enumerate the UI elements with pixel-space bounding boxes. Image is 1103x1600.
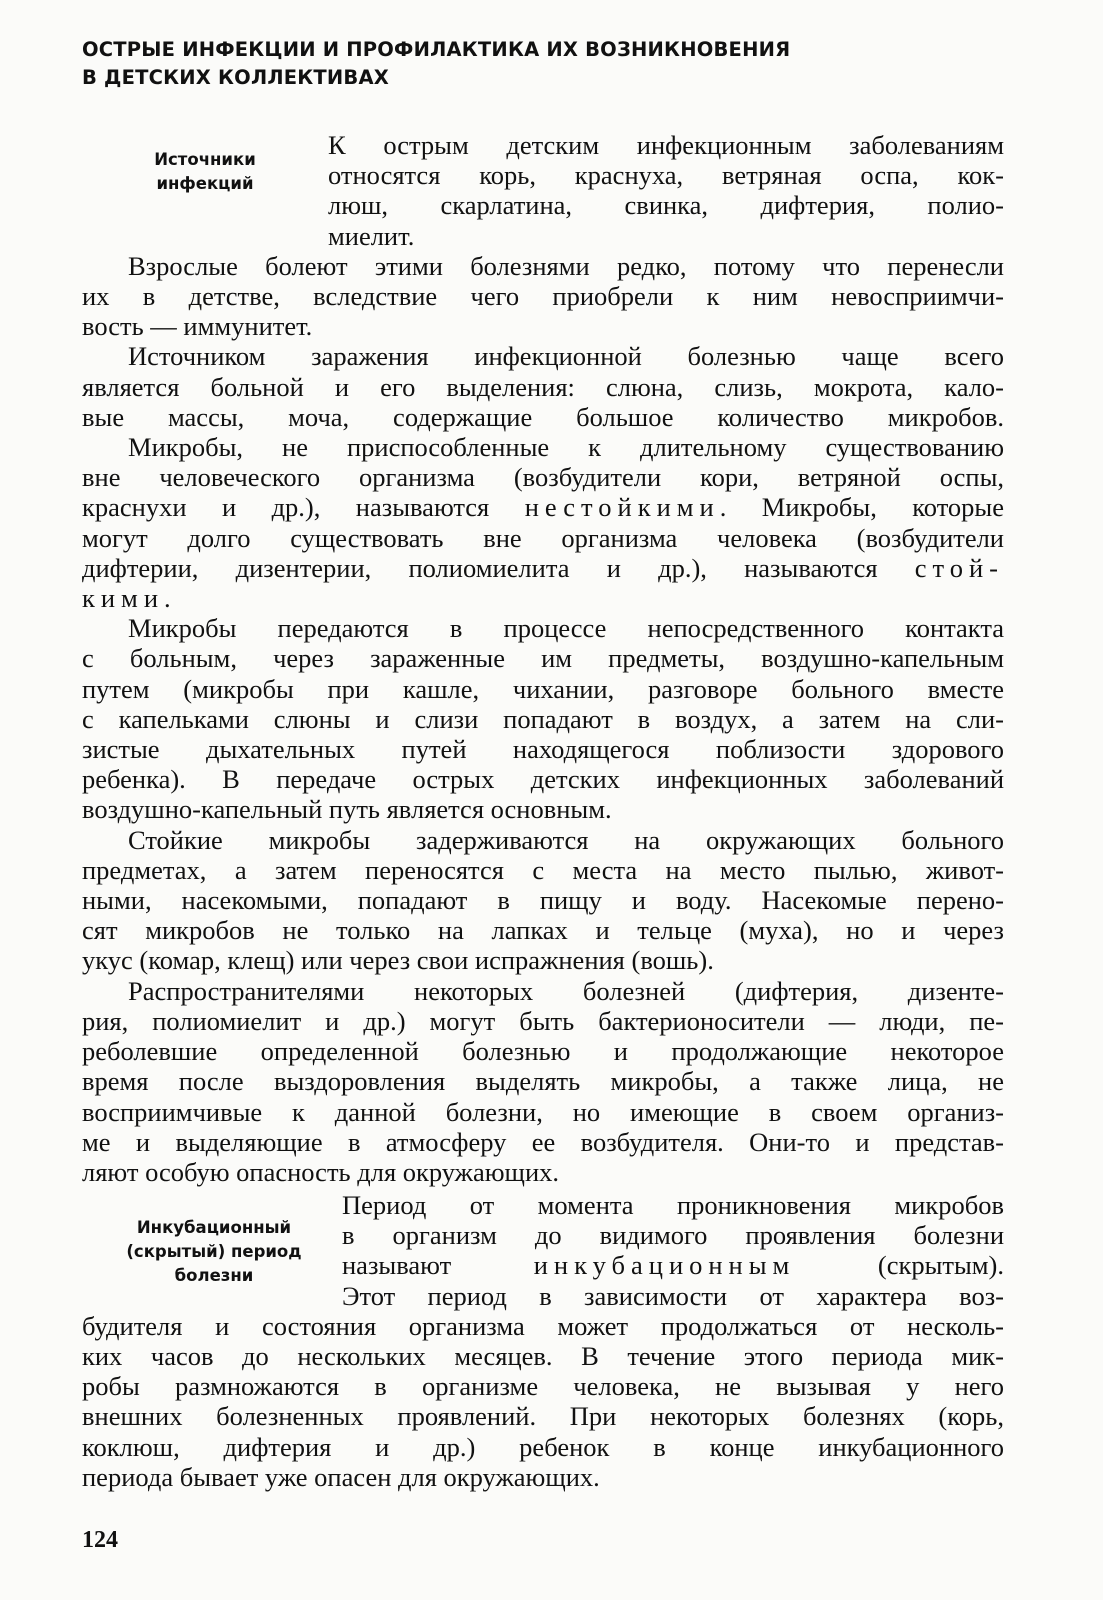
sidenote-line: болезни bbox=[174, 1266, 254, 1285]
text-line: с капельками слюны и слизи попадают в воздух, а затем на сли- bbox=[82, 703, 1004, 734]
heading-line: ОСТРЫЕ ИНФЕКЦИИ И ПРОФИЛАКТИКА ИХ ВОЗНИКНОВЕНИЯ bbox=[82, 38, 791, 61]
text-line: вые массы, моча, содержащие большое количество микробов. bbox=[82, 401, 1004, 432]
text-line bbox=[82, 1250, 1004, 1280]
text-line: ребенка). В передаче острых детских инфекционных заболеваний bbox=[82, 764, 1004, 795]
text-line: могут долго существовать вне организма человека (возбудители bbox=[82, 522, 1004, 553]
text-line: Распространителями некоторых болезней (дифтерия, дизенте- bbox=[128, 975, 1004, 1006]
text-line: сят микробов не только на лапках и тельце (муха), но и через bbox=[82, 915, 1004, 946]
text-fragment: называют bbox=[342, 1250, 534, 1281]
text-line: путем (микробы при кашле, чихании, разговоре больного вместе bbox=[82, 673, 1004, 704]
section-heading bbox=[82, 36, 1012, 92]
text-line: Взрослые болеют этими болезнями редко, потому что перенесли bbox=[128, 250, 1004, 281]
text-line: ляют особую опасность для окружающих. bbox=[82, 1156, 560, 1187]
spaced-term: стой- bbox=[914, 552, 1004, 583]
text-line: Период от момента проникновения микробов bbox=[342, 1190, 1004, 1220]
text-fragment: (скрытым). bbox=[795, 1250, 1005, 1281]
text-line bbox=[82, 553, 1004, 583]
text-line bbox=[82, 583, 1004, 613]
text-line: реболевшие определенной болезнью и продолжающие некоторое bbox=[82, 1036, 1004, 1067]
text-line: ких часов до нескольких месяцев. В течение этого периода мик- bbox=[82, 1341, 1004, 1372]
text-line: коклюш, дифтерия и др.) ребенок в конце инкубационного bbox=[82, 1431, 1004, 1462]
sidenote-line: Источники bbox=[154, 150, 256, 169]
text-line: ме и выделяющие в атмосферу ее возбудителя. Они-то и представ- bbox=[82, 1126, 1004, 1157]
text-line bbox=[82, 492, 1004, 522]
text-line: рия, полиомиелит и др.) могут быть бактерионосители — люди, пе- bbox=[82, 1005, 1004, 1036]
sidenote-line: инфекций bbox=[156, 174, 254, 193]
text-line: будителя и состояния организма может продолжаться от несколь- bbox=[82, 1310, 1004, 1341]
text-line: вне человеческого организма (возбудители кори, ветряной оспы, bbox=[82, 462, 1004, 493]
text-fragment: . Микробы, которые bbox=[719, 492, 1004, 523]
text-line: внешних болезненных проявлений. При некоторых болезнях (корь, bbox=[82, 1401, 1004, 1432]
text-line: зистые дыхательных путей находящегося поблизости здорового bbox=[82, 734, 1004, 765]
sidenote-line: Инкубационный bbox=[136, 1218, 292, 1237]
text-line: Этот период в зависимости от характера воз- bbox=[342, 1280, 1004, 1311]
text-line: восприимчивые к данной болезни, но имеющие в своем организ- bbox=[82, 1096, 1004, 1127]
text-line: Микробы, не приспособленные к длительному существованию bbox=[128, 432, 1004, 463]
spaced-term: инкубационным bbox=[533, 1250, 796, 1281]
text-line: Источником заражения инфекционной болезнью чаще всего bbox=[128, 341, 1004, 372]
text-fragment: краснухи и др.), называются bbox=[82, 492, 525, 523]
text-line: время после выздоровления выделять микробы, а также лица, не bbox=[82, 1066, 1004, 1097]
text-line: люш, скарлатина, свинка, дифтерия, полио- bbox=[328, 190, 1004, 221]
heading-line: В ДЕТСКИХ КОЛЛЕКТИВАХ bbox=[82, 66, 390, 89]
spaced-term: кими bbox=[82, 583, 165, 614]
body-text-block-1 bbox=[82, 130, 1004, 1187]
text-line: робы размножаются в организме человека, не вызывая у него bbox=[82, 1371, 1004, 1402]
text-line: миелит. bbox=[328, 220, 415, 251]
text-line: Стойкие микробы задерживаются на окружающих больного bbox=[128, 824, 1004, 855]
text-line: с больным, через зараженные им предметы, воздушно-капельным bbox=[82, 643, 1004, 674]
text-line: ными, насекомыми, попадают в пищу и воду. Насекомые перено- bbox=[82, 885, 1004, 916]
text-line: воздушно-капельный путь является основным. bbox=[82, 794, 612, 825]
text-line: укус (комар, клещ) или через свои испражнения (вошь). bbox=[82, 945, 714, 976]
sidenote-line: (скрытый) период bbox=[126, 1242, 302, 1261]
body-text-block-2 bbox=[82, 1190, 1004, 1492]
text-line: в организм до видимого проявления болезни bbox=[342, 1220, 1004, 1251]
text-line: относятся корь, краснуха, ветряная оспа, кок- bbox=[328, 160, 1004, 191]
text-line: К острым детским инфекционным заболеваниям bbox=[328, 130, 1004, 160]
text-fragment: дифтерии, дизентерии, полиомиелита и др.), называются bbox=[82, 552, 915, 583]
text-line: Микробы передаются в процессе непосредственного контакта bbox=[128, 613, 1004, 644]
spaced-term: нестойкими bbox=[524, 492, 720, 523]
text-line: периода бывает уже опасен для окружающих. bbox=[82, 1461, 600, 1492]
text-line: является больной и его выделения: слюна, слизь, мокрота, кало- bbox=[82, 371, 1004, 402]
text-line: предметах, а затем переносятся с места на место пылью, живот- bbox=[82, 854, 1004, 885]
text-line: вость — иммунитет. bbox=[82, 311, 313, 342]
text-fragment: . bbox=[164, 583, 171, 614]
page-number: 124 bbox=[82, 1527, 118, 1553]
text-line: их в детстве, вследствие чего приобрели к ним невосприимчи- bbox=[82, 281, 1004, 312]
